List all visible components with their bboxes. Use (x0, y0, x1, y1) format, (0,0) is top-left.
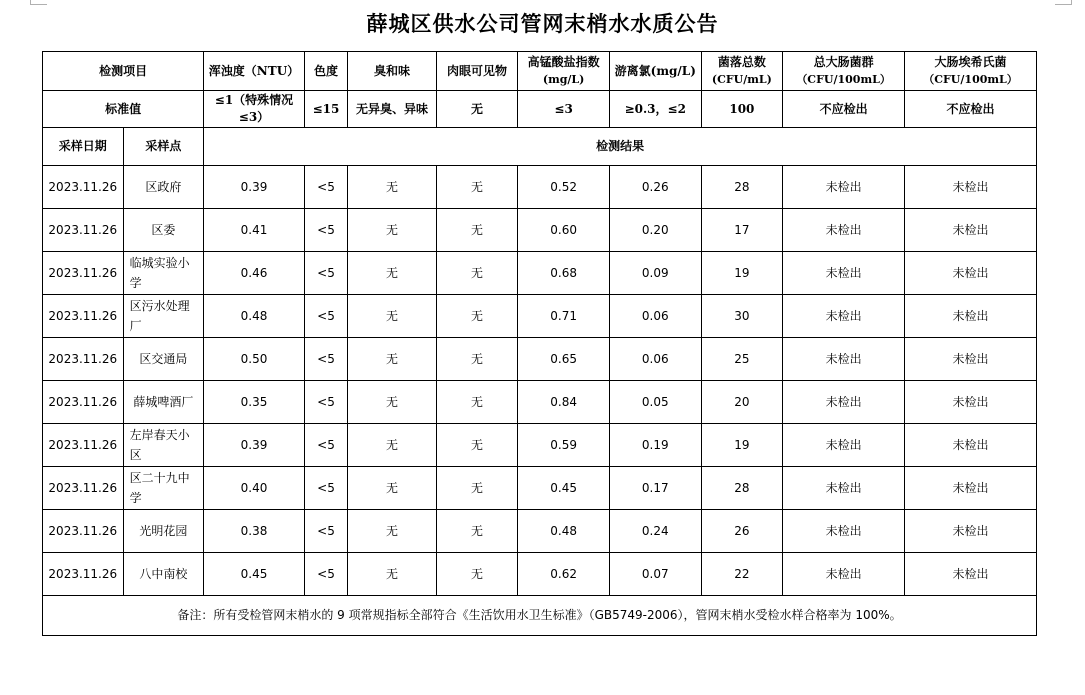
sample-date: 2023.11.26 (43, 467, 124, 510)
result-cell: 无 (348, 381, 437, 424)
result-cell: <5 (304, 424, 347, 467)
sample-date: 2023.11.26 (43, 553, 124, 596)
result-cell: 无 (348, 510, 437, 553)
sample-site: 区委 (123, 209, 204, 252)
result-cell: 无 (348, 424, 437, 467)
result-cell: 未检出 (783, 338, 905, 381)
result-cell: 19 (701, 252, 783, 295)
page-title: 薛城区供水公司管网末梢水水质公告 (366, 11, 719, 36)
column-header-name: 总大肠菌群 (813, 55, 874, 69)
result-cell: 0.59 (518, 424, 610, 467)
result-cell: 0.19 (609, 424, 701, 467)
table-row (43, 424, 1037, 467)
sample-site: 薛城啤酒厂 (123, 381, 204, 424)
column-header (518, 52, 610, 91)
column-header-name: 臭和味 (373, 63, 410, 78)
sample-date: 2023.11.26 (43, 381, 124, 424)
result-cell: 未检出 (783, 252, 905, 295)
column-header-name: 菌落总数 (717, 55, 766, 69)
table-row (43, 553, 1037, 596)
sample-site: 光明花园 (123, 510, 204, 553)
result-cell: 0.26 (609, 166, 701, 209)
crop-mark-left (30, 0, 47, 5)
result-cell: 未检出 (905, 209, 1037, 252)
result-cell: 未检出 (783, 510, 905, 553)
result-cell: 0.38 (204, 510, 305, 553)
standard-label: 标准值 (43, 91, 204, 128)
result-cell: 无 (348, 295, 437, 338)
result-cell: 未检出 (905, 295, 1037, 338)
sample-date: 2023.11.26 (43, 209, 124, 252)
table-row (43, 166, 1037, 209)
water-quality-table (42, 51, 1037, 636)
standard-value: ≤15 (304, 91, 347, 128)
crop-mark-right (1055, 0, 1072, 5)
result-cell: 未检出 (905, 381, 1037, 424)
column-header-name: 游离氯(mg/L) (614, 63, 696, 78)
result-cell: <5 (304, 553, 347, 596)
result-cell: 未检出 (905, 252, 1037, 295)
result-cell: <5 (304, 338, 347, 381)
result-cell: 未检出 (783, 467, 905, 510)
result-cell: <5 (304, 510, 347, 553)
result-cell: 无 (436, 209, 518, 252)
table-row (43, 252, 1037, 295)
result-cell: 0.20 (609, 209, 701, 252)
result-cell: 无 (436, 467, 518, 510)
result-cell: 未检出 (905, 510, 1037, 553)
result-cell: 未检出 (783, 424, 905, 467)
result-cell: 未检出 (905, 553, 1037, 596)
sample-date: 2023.11.26 (43, 424, 124, 467)
result-cell: 0.17 (609, 467, 701, 510)
standard-value: ≤3 (518, 91, 610, 128)
footnote: 备注：所有受检管网末梢水的 9 项常规指标全部符合《生活饮用水卫生标准》（GB5749-2006），管网末梢水受检水样合格率为 100%。 (43, 596, 1037, 636)
result-cell: 无 (436, 166, 518, 209)
sample-site: 区二十九中学 (123, 467, 204, 510)
item-label: 检测项目 (43, 52, 204, 91)
result-cell: 无 (436, 338, 518, 381)
result-cell: 0.50 (204, 338, 305, 381)
result-cell: <5 (304, 252, 347, 295)
sample-site: 临城实验小学 (123, 252, 204, 295)
sample-site: 区污水处理厂 (123, 295, 204, 338)
result-cell: 未检出 (783, 295, 905, 338)
result-cell: 未检出 (783, 209, 905, 252)
standard-row (43, 91, 1037, 128)
result-cell: 无 (348, 553, 437, 596)
result-cell: <5 (304, 209, 347, 252)
result-cell: 0.06 (609, 295, 701, 338)
column-header-unit: （CFU/100mL） (796, 73, 891, 86)
column-header (204, 52, 305, 91)
result-cell: <5 (304, 295, 347, 338)
result-cell: 未检出 (905, 166, 1037, 209)
result-cell: 0.46 (204, 252, 305, 295)
result-cell: 无 (436, 381, 518, 424)
result-cell: 19 (701, 424, 783, 467)
column-header (304, 52, 347, 91)
result-cell: 未检出 (783, 166, 905, 209)
sample-date: 2023.11.26 (43, 295, 124, 338)
result-cell: 无 (436, 553, 518, 596)
result-cell: 28 (701, 467, 783, 510)
table-row (43, 295, 1037, 338)
sample-date: 2023.11.26 (43, 510, 124, 553)
result-cell: 0.40 (204, 467, 305, 510)
standard-value: 无 (436, 91, 518, 128)
column-header-name: 色度 (313, 63, 338, 78)
column-header (905, 52, 1037, 91)
result-cell: 26 (701, 510, 783, 553)
result-cell: 未检出 (905, 338, 1037, 381)
result-cell: 未检出 (783, 553, 905, 596)
header-row (43, 52, 1037, 91)
note-row (43, 596, 1037, 636)
result-cell: 无 (348, 209, 437, 252)
sample-site: 左岸春天小区 (123, 424, 204, 467)
standard-value: 无异臭、异味 (348, 91, 437, 128)
column-header (348, 52, 437, 91)
result-cell: 0.39 (204, 166, 305, 209)
table-row (43, 209, 1037, 252)
sample-date: 2023.11.26 (43, 338, 124, 381)
column-header-name: 高锰酸盐指数 (527, 55, 600, 69)
sample-site: 八中南校 (123, 553, 204, 596)
result-cell: 0.05 (609, 381, 701, 424)
result-cell: 25 (701, 338, 783, 381)
result-cell: 未检出 (905, 424, 1037, 467)
result-cell: 未检出 (905, 467, 1037, 510)
column-header-unit: （CFU/100mL） (923, 73, 1018, 86)
sample-site: 区政府 (123, 166, 204, 209)
result-cell: 0.65 (518, 338, 610, 381)
result-cell: 0.06 (609, 338, 701, 381)
result-cell: 20 (701, 381, 783, 424)
result-cell: 未检出 (783, 381, 905, 424)
result-cell: <5 (304, 381, 347, 424)
table-row (43, 338, 1037, 381)
date-label: 采样日期 (43, 128, 124, 166)
result-cell: 0.52 (518, 166, 610, 209)
site-label: 采样点 (123, 128, 204, 166)
result-cell: 0.84 (518, 381, 610, 424)
result-cell: 0.41 (204, 209, 305, 252)
result-cell: 0.09 (609, 252, 701, 295)
result-cell: 0.68 (518, 252, 610, 295)
column-header (609, 52, 701, 91)
result-cell: 28 (701, 166, 783, 209)
sample-site: 区交通局 (123, 338, 204, 381)
result-cell: 无 (348, 252, 437, 295)
column-header-name: 肉眼可见物 (447, 63, 508, 78)
column-header-name: 大肠埃希氏菌 (934, 55, 1007, 69)
table-row (43, 510, 1037, 553)
result-cell: 0.45 (518, 467, 610, 510)
column-header (436, 52, 518, 91)
result-cell: 0.48 (204, 295, 305, 338)
result-cell: 无 (436, 295, 518, 338)
result-cell: 30 (701, 295, 783, 338)
result-cell: 无 (436, 424, 518, 467)
column-header (783, 52, 905, 91)
result-cell: <5 (304, 467, 347, 510)
result-cell: 无 (436, 510, 518, 553)
standard-value: ≤1（特殊情况≤3） (204, 91, 305, 128)
result-cell: 0.62 (518, 553, 610, 596)
result-cell: 0.45 (204, 553, 305, 596)
result-cell: 0.71 (518, 295, 610, 338)
result-cell: 0.48 (518, 510, 610, 553)
result-cell: 无 (348, 467, 437, 510)
result-cell: 0.35 (204, 381, 305, 424)
result-cell: 0.60 (518, 209, 610, 252)
sample-date: 2023.11.26 (43, 166, 124, 209)
table-row (43, 467, 1037, 510)
result-cell: 22 (701, 553, 783, 596)
standard-value: 100 (701, 91, 783, 128)
results-label: 检测结果 (204, 128, 1037, 166)
standard-value: 不应检出 (783, 91, 905, 128)
column-header-unit: (CFU/mL) (711, 73, 772, 86)
table-row (43, 381, 1037, 424)
result-cell: 0.39 (204, 424, 305, 467)
column-header-name: 浑浊度（NTU） (208, 63, 300, 78)
result-cell: 无 (436, 252, 518, 295)
result-cell: <5 (304, 166, 347, 209)
result-cell: 无 (348, 166, 437, 209)
column-header-unit: (mg/L) (542, 73, 585, 86)
sample-date: 2023.11.26 (43, 252, 124, 295)
result-cell: 无 (348, 338, 437, 381)
result-cell: 17 (701, 209, 783, 252)
standard-value: 不应检出 (905, 91, 1037, 128)
result-cell: 0.24 (609, 510, 701, 553)
standard-value: ≥0.3，≤2 (609, 91, 701, 128)
result-cell: 0.07 (609, 553, 701, 596)
column-header (701, 52, 783, 91)
subheader-row (43, 128, 1037, 166)
